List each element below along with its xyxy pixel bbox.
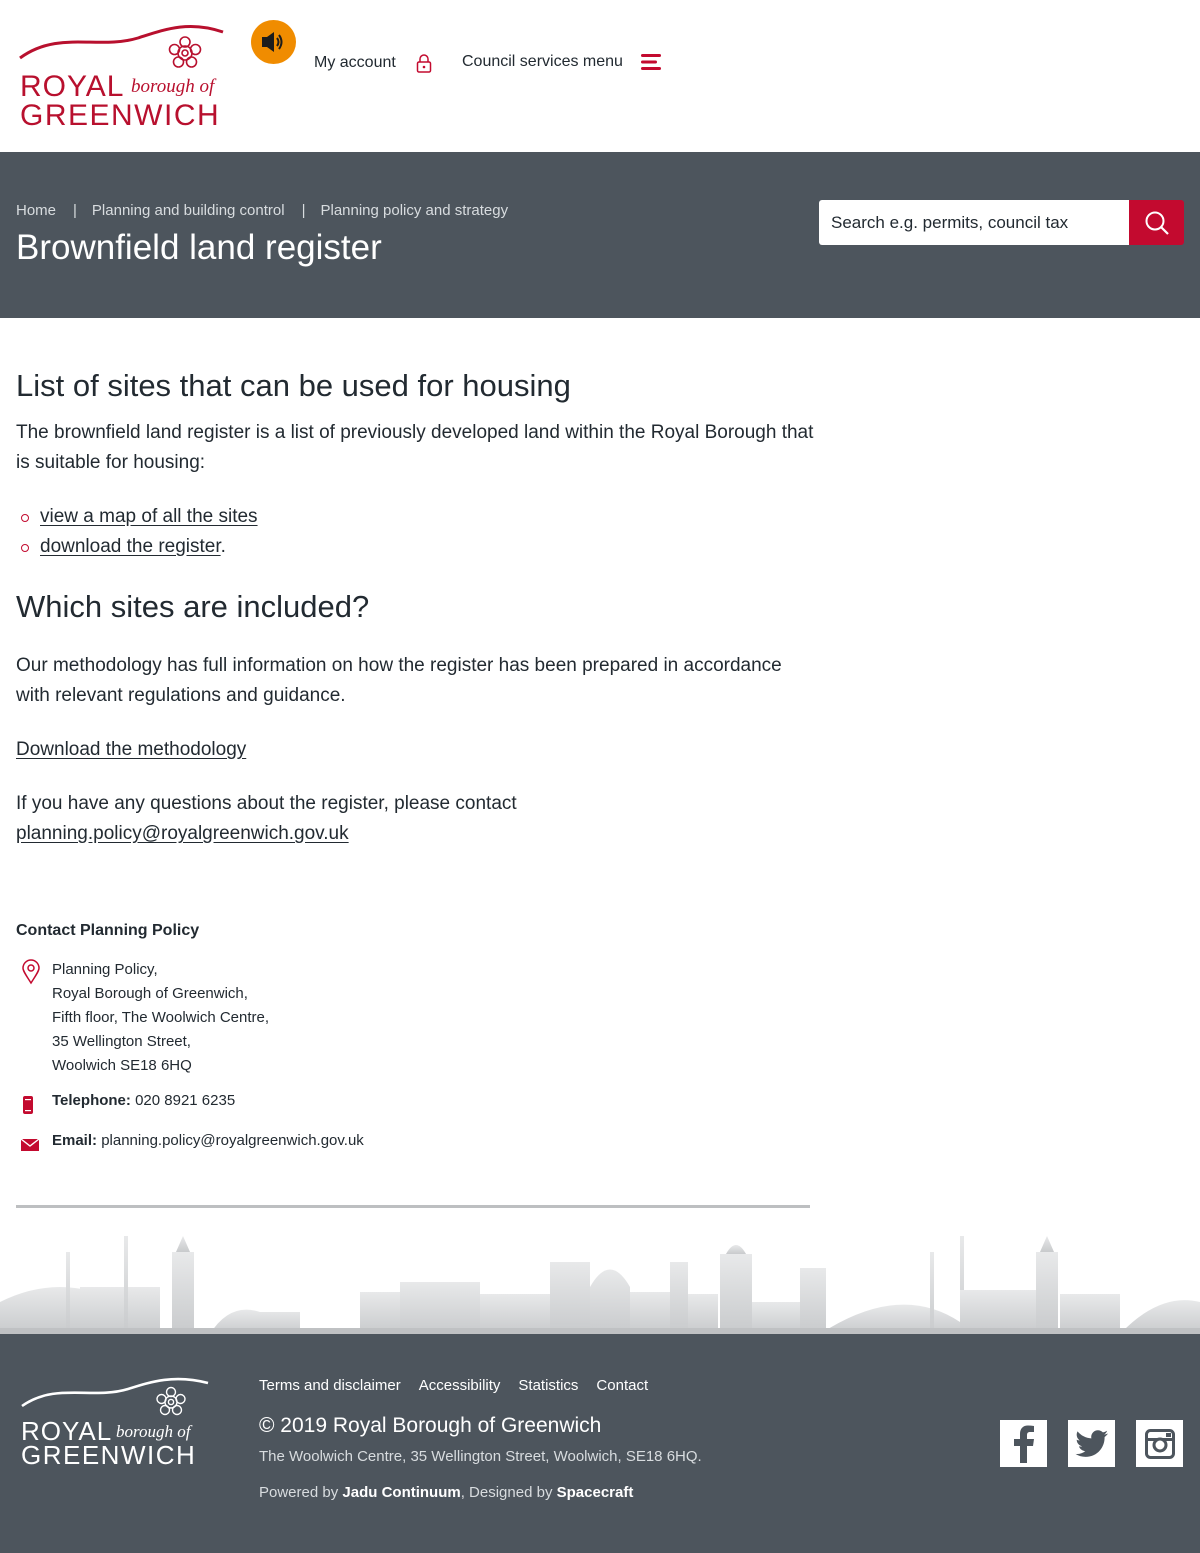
- methodology-paragraph: Our methodology has full information on how the register has been prepared in accordance with relevant regulations and guidance.: [16, 655, 782, 706]
- address-line: Fifth floor, The Woolwich Centre,: [52, 1009, 270, 1026]
- bullet-icon: [21, 544, 29, 552]
- contact-email: [52, 1132, 364, 1149]
- download-methodology-link[interactable]: Download the methodology: [16, 739, 247, 760]
- email-address[interactable]: planning.policy@royalgreenwich.gov.uk: [101, 1132, 364, 1149]
- footer-logo-greenwich-text: GREENWICH: [21, 1440, 197, 1470]
- designed-prefix: , Designed by: [460, 1484, 553, 1501]
- logo-royal-text: ROYAL: [20, 70, 125, 103]
- footer-address: The Woolwich Centre, 35 Wellington Street, Woolwich, SE18 6HQ.: [259, 1448, 702, 1465]
- facebook-icon: [1012, 1425, 1036, 1463]
- page-banner: [0, 152, 1200, 318]
- twitter-link[interactable]: [1068, 1420, 1115, 1467]
- read-aloud-button[interactable]: [251, 20, 296, 64]
- facebook-link[interactable]: [1000, 1420, 1047, 1467]
- site-footer: [0, 1334, 1200, 1553]
- address-line: 35 Wellington Street,: [52, 1033, 191, 1050]
- contact-telephone: [52, 1092, 235, 1109]
- footer-logo[interactable]: [20, 1374, 212, 1470]
- footer-link-accessibility[interactable]: Accessibility: [418, 1377, 501, 1394]
- footer-logo-borough-text: borough of: [116, 1422, 191, 1441]
- search-button[interactable]: [1129, 200, 1184, 245]
- contact-title: Contact Planning Policy: [16, 922, 200, 939]
- logo-greenwich-text: GREENWICH: [20, 99, 221, 132]
- list-item: [16, 502, 258, 532]
- logo-borough-text: borough of: [131, 76, 215, 97]
- search-icon: [1144, 210, 1170, 236]
- footer-link-statistics[interactable]: Statistics: [518, 1377, 579, 1394]
- link-suffix: .: [220, 536, 226, 557]
- envelope-icon: [20, 1138, 40, 1152]
- breadcrumb-planning-building-control[interactable]: Planning and building control: [91, 202, 285, 219]
- address-line: Woolwich SE18 6HQ: [52, 1057, 192, 1074]
- footer-links: [259, 1377, 666, 1394]
- search-input[interactable]: [819, 200, 1129, 245]
- footer-credits: [259, 1484, 633, 1501]
- breadcrumb-separator: |: [301, 202, 306, 219]
- telephone-number[interactable]: 020 8921 6235: [135, 1092, 236, 1109]
- instagram-icon: [1145, 1429, 1175, 1459]
- hamburger-menu-icon: [641, 53, 661, 71]
- register-links-list: [16, 502, 258, 562]
- intro-paragraph: The brownfield land register is a list of previously developed land within the Royal Borough that is suitable for housing:: [16, 422, 814, 473]
- questions-paragraph: [16, 789, 816, 849]
- greenwich-skyline-illustration: [0, 1232, 1200, 1334]
- address-line: Royal Borough of Greenwich,: [52, 985, 248, 1002]
- footer-logo-royal-text: ROYAL: [21, 1416, 113, 1446]
- address-line: Planning Policy,: [52, 961, 158, 978]
- heading-sites-for-housing: List of sites that can be used for housing: [16, 368, 571, 403]
- content-divider: [16, 1205, 810, 1208]
- page-title: Brownfield land register: [16, 228, 382, 267]
- footer-link-terms[interactable]: Terms and disclaimer: [259, 1377, 401, 1394]
- contact-address: [52, 958, 269, 1078]
- spacecraft-link[interactable]: Spacecraft: [556, 1484, 634, 1501]
- telephone-label: Telephone:: [52, 1092, 131, 1109]
- footer-copyright: © 2019 Royal Borough of Greenwich: [259, 1414, 602, 1437]
- breadcrumb: [16, 202, 508, 219]
- view-map-link[interactable]: view a map of all the sites: [40, 506, 258, 527]
- site-logo[interactable]: [18, 20, 230, 130]
- questions-text: If you have any questions about the register, please contact: [16, 793, 517, 814]
- breadcrumb-home[interactable]: Home: [16, 202, 57, 219]
- phone-icon: [20, 1095, 36, 1115]
- site-header: [0, 0, 1200, 152]
- location-pin-icon: [20, 959, 42, 985]
- footer-link-contact[interactable]: Contact: [596, 1377, 649, 1394]
- jadu-link[interactable]: Jadu Continuum: [342, 1484, 461, 1501]
- list-item: [16, 532, 258, 562]
- my-account-label: My account: [314, 54, 396, 71]
- speaker-icon: [260, 30, 288, 54]
- breadcrumb-planning-policy-strategy[interactable]: Planning policy and strategy: [320, 202, 509, 219]
- planning-policy-email-link[interactable]: planning.policy@royalgreenwich.gov.uk: [16, 823, 349, 844]
- powered-prefix: Powered by: [259, 1484, 339, 1501]
- my-account-link[interactable]: [314, 53, 432, 73]
- heading-which-sites: Which sites are included?: [16, 589, 370, 624]
- council-services-menu-button[interactable]: [462, 53, 661, 71]
- breadcrumb-separator: |: [73, 202, 77, 219]
- council-services-menu-label: Council services menu: [462, 53, 623, 70]
- lock-icon: [416, 53, 432, 73]
- download-register-link[interactable]: download the register: [40, 536, 221, 557]
- instagram-link[interactable]: [1136, 1420, 1183, 1467]
- email-label: Email:: [52, 1132, 98, 1149]
- bullet-icon: [21, 514, 29, 522]
- twitter-icon: [1075, 1430, 1109, 1458]
